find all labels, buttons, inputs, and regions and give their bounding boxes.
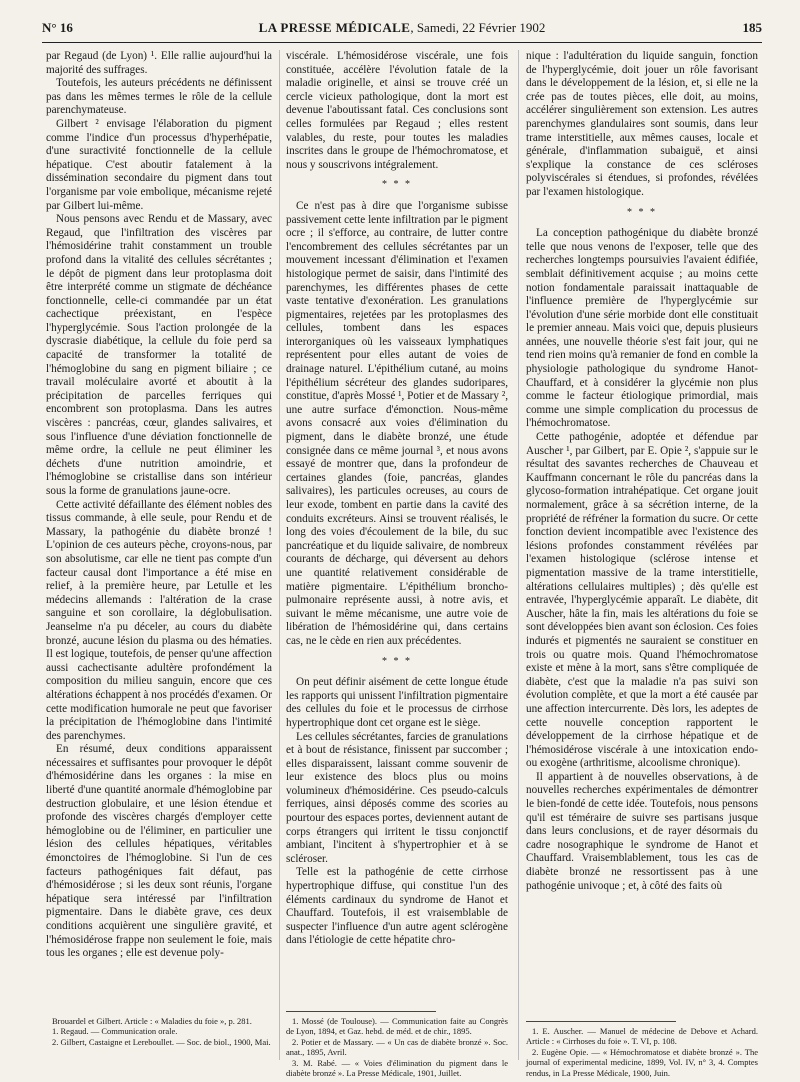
section-separator: * * * xyxy=(382,655,412,667)
text-column-2 xyxy=(286,50,508,1000)
paragraph: Les cellules sécrétantes, farcies de granulations et à bout de résistance, finissent par succomber ; elles disparaissent, laissant comme souvenir de leur existence des blocs plus ou moins volumineux d'hémosidérine. Ces pseudo-calculs ferriques, ainsi déposés comme des scories au pourtour des espaces portes, deviennent autant de corps étrangers qui irritent le tissu conjonctif ambiant, l'incitent à s'hypertrophier et à se scléroser. xyxy=(286,730,508,865)
issue-date: , Samedi, 22 Février 1902 xyxy=(410,20,546,35)
paragraph: Cette pathogénie, adoptée et défendue par Auscher ¹, par Gilbert, par E. Opie ², s'appuie sur le résultat des savantes recherches de Chauveau et Kauffmann concernant le rôle du pancréas dans la glycoso-formation intrahépatique. Cet organe jouit normalement, grâce à sa sécrétion interne, de la propriété de réfréner la formation du sucre. Or cette fonction devient incompatible avec l'existence des lésions profondes constamment révélées par l'examen histologique (sclérose intense et pigmentation massive de la trame interstitielle, altérations cellulaires multiples) ; dès qu'elle est entravée, l'hyperglycémie apparaît. Le diabète, dit Auscher, hâte la fin, mais les altérations du foie se sont développées bien avant son éclosion. Ces foies indurés et pigmentés ne sauraient se constituer en trois ou quatre mois. Quand l'hémochromatose existe et mène à la mort, sans s'être compliquée de diabète, c'est que la maladie n'a pas suivi son évolution complète, et que la mort a été causée par une affection intercurrente. Dès lors, les adeptes de cette nouvelle conception rapportent le développement de la cirrhose hépatique et de l'hémosidérose viscérale à une intoxication endo- ou exogène (arthritisme, alcoolisme chronique). xyxy=(526,431,758,770)
paragraph: Nous pensons avec Rendu et de Massary, avec Regaud, que l'infiltration des viscères par l'hémosidérine trahit constamment un trouble profond dans la vitalité des cellules sécrétantes ; le dépôt de pigment dans leur protoplasma doit être interprété comme un stigmate de déchéance fonctionnelle, celle-ci commandée par un état cachectique préexistant, en l'espèce l'hyperglycémie. Sous l'action prolongée de la dyscrasie diabétique, la cellule du foie perd sa capacité de transformer la totalité de l'hémoglobine du sang en pigment biliaire ; ce travail moléculaire avorté et aboutit à la précipitation de parcelles ferriques qui encombrent son protoplasma. Dans les autres viscères : pancréas, cœur, glandes salivaires, et sous l'influence d'une déviation fonctionnelle de même ordre, la cellule ne peut éliminer les déchets d'une nutrition amoindrie, et l'hémoglobine se cristallise dans son intérieur sous la forme de granulations jaune-ocre. xyxy=(46,213,272,497)
page-header xyxy=(42,18,762,43)
paragraph: On peut définir aisément de cette longue étude les rapports qui unissent l'infiltration pigmentaire des cellules du foie et le processus de cirrhose hypertrophique dont cet organe est le siège. xyxy=(286,676,508,729)
paragraph: Cette activité défaillante des élément nobles des tissus commande, à elle seule, pour Rendu et de Massary, la pathogénie du diabète bronzé ! L'opinion de ces auteurs pèche, croyons-nous, par son absolutisme, car elle ne tient pas compte d'un facteur causal dont l'importance a été mise en relief, à la première heure, par Letulle et les médecins allemands : l'altération de la crase sanguine et son corollaire, la déglobulisation. Jeanselme n'a pu déceler, au cours du diabète bronzé, aucune lésion du plasma ou des hématies. Il est logique, toutefois, de penser qu'une affection aussi cachectisante adultère profondément la composition du milieu sanguin, encore que ces altérations échappent à nos procédés d'examen. Or cette modification humorale ne peut que favoriser la précipitation de l'hémoglobine dans l'intimité des parenchymes. xyxy=(46,498,272,742)
paragraph: La conception pathogénique du diabète bronzé telle que nous venons de l'exposer, telle que des recherches longtemps poursuivies l'avaient édifiée, semblait définitivement acquise ; au moins cette notion fondamentale paraissait inattaquable de l'influence première de l'hyperglycémie sur l'évolution d'une série morbide dont elle constituait le premier anneau. Mais voici que, depuis plusieurs années, une nouvelle théorie s'est fait jour, qui ne tend rien moins qu'à remanier de fond en comble la physiologie pathologique du syndrome Hanot-Chauffard, et à considérer la glycémie non plus comme le facteur étiologique primordial, mais comme une simple complication du processus de l'hémochromatose. xyxy=(526,227,758,430)
column-divider xyxy=(279,50,280,1060)
paragraph: Il appartient à de nouvelles observations, à de nouvelles recherches expérimentales de démontrer le bien-fondé de cette idée. Toutefois, nous pensons qu'il est téméraire de suivre ses partisans jusque dans leurs conclusions, et de rayer désormais du cadre nosographique le syndrome de Hanot et Chauffard. Vraisemblablement, tous les cas de diabète bronzé ne ressortissent pas à une pathogénie univoque ; et, à côté des faits où xyxy=(526,770,758,892)
paragraph: En résumé, deux conditions apparaissent nécessaires et suffisantes pour provoquer le dépôt d'hémosidérine dans les organes : la mise en liberté d'une quantité anormale d'hémoglobine par destruction globulaire, et une lésion étendue et profonde des viscères chargés d'employer cette hémoglobine ou de l'éliminer, en particulier une lésion des cellules hépatiques, véritables émonctoires de l'hémoglobine. Si l'un de ces facteurs pathogéniques fait défaut, pas d'hémosidérose ; si les deux sont réunis, l'organe hépatique sera intéressé par l'infiltration pigmentaire. Dans le diabète grave, ces deux conditions acquièrent une singulière gravité, et l'hémosidérose frappe non seulement le foie, mais tous les organes ; elle est devenue poly- xyxy=(46,743,272,960)
footnotes-column-1 xyxy=(46,1015,272,1047)
paragraph: viscérale. L'hémosidérose viscérale, une fois constituée, accélère l'évolution fatale de la maladie originelle, et ainsi se trouve créé un cercle vicieux pathologique, dont la mort est devenue l'aboutissant fatal. Ces conclusions sont celles formulées par Regaud ; elles restent valables, du reste, pour toutes les maladies inscrites dans le groupe de l'hémochromatose, et nous y souscrivons intégralement. xyxy=(286,50,508,171)
footnote: 3. M. Rabé. — « Voies d'élimination du pigment dans le diabète bronzé ». La Presse Médicale, 1901, Juillet. xyxy=(286,1057,508,1079)
text-column-1 xyxy=(46,50,272,1010)
paragraph: Toutefois, les auteurs précédents ne définissent pas dans les mêmes termes le rôle de la cellule parenchymateuse. xyxy=(46,77,272,117)
paragraph: Telle est la pathogénie de cette cirrhose hypertrophique diffuse, qui constitue l'un des éléments cardinaux du syndrome de Hanot et Chauffard. Toutefois, il est vraisemblable de suspecter l'influence d'un autre agent sclérogène dans l'étiologie de cette hépatite chro- xyxy=(286,866,508,947)
section-separator: * * * xyxy=(627,206,657,218)
running-title xyxy=(42,20,762,36)
column-divider xyxy=(518,50,519,1060)
paragraph: par Regaud (de Lyon) ¹. Elle rallie aujourd'hui la majorité des suffrages. xyxy=(46,50,272,76)
footnote: 1. Regaud. — Communication orale. xyxy=(52,1026,178,1037)
footnotes-column-3 xyxy=(526,1013,758,1078)
journal-title: LA PRESSE MÉDICALE xyxy=(258,20,411,35)
footnote-rule xyxy=(526,1021,676,1022)
footnote: 1. Mossé (de Toulouse). — Communication faite au Congrès de Lyon, 1894, et Gaz. hebd. de méd. et de chir., 1895. xyxy=(286,1016,508,1037)
footnote: 2. Eugène Opie. — « Hémochromatose et diabète bronzé ». The journal of experimental medicine, 1899, Vol. IV, n° 3, 4. Comptes rendus, in La Presse Médicale, 1900, Juin. xyxy=(526,1046,758,1078)
issue-number: N° 16 xyxy=(42,20,73,35)
text-column-3 xyxy=(526,50,758,1008)
page-number: 185 xyxy=(742,20,762,35)
paragraph: Ce n'est pas à dire que l'organisme subisse passivement cette lente infiltration par le pigment ocre ; il s'efforce, au contraire, de lutter contre l'encombrement des cellules sécrétantes par un mouvement incessant d'élimination et l'examen histologique permet de saisir, dans l'intimité des parenchymes, les différentes phases de cette vaste tentative d'exonération. Les granulations pigmentaires, rejetées par les protoplasmes des cellules, tombent dans les espaces interorganiques où les vaisseaux lymphatiques représentent pour elles autant de voies de drainage naturel. L'épithélium cutané, au moins l'épithélium sécréteur des glandes sudoripares, constitue, d'après Mossé ¹, Potier et de Massary ², une autre surface d'émonction. Nous-même avons consacré aux voies d'élimination du pigment, dans le diabète bronzé, une étude consignée dans ce même journal ³, et nous avons essayé de montrer que, dans la profondeur de certaines glandes (foie, pancréas, glandes salivaires), les particules ocreuses, au cours de leur exode, tombent en partie dans la cavité des conduits excréteurs. Ainsi se trouvent réalisés, le long des voies d'écoulement de la bile, du suc pancréatique et du liquide salivaire, de nombreux courants de décharge, qui déversent au dehors une quantité relativement considérable de matière pigmentaire. L'épithélium broncho-pulmonaire représente aussi, à notre avis, et suivant le même mécanisme, une autre voie de libération de l'hémosidérine qui, dans certains cas, ne le cède en rien aux précédentes. xyxy=(286,199,508,647)
footnotes-column-2 xyxy=(286,1003,508,1078)
paragraph: nique : l'adultération du liquide sanguin, fonction de l'hyperglycémie, doit jouer un rôle favorisant dans le développement de la lésion, et, si elle ne la crée pas de toutes pièces, elle doit, au moins, accélérer singulièrement son extension. Les autres parenchymes glandulaires sont soumis, dans leur trame interstitielle, aux mêmes causes, locale et générale, d'inflammation subaiguë, et ainsi s'explique la constance de ces scléroses polyviscérales si étendues, si profondes, révélées par l'examen histologique. xyxy=(526,50,758,198)
footnote: 1. E. Auscher. — Manuel de médecine de Debove et Achard. Article : « Cirrhoses du foie ». T. VI, p. 108. xyxy=(526,1026,758,1047)
footnote: Brouardel et Gilbert. Article : « Maladies du foie », p. 281. xyxy=(52,1016,252,1026)
footnote: 2. Potier et de Massary. — « Un cas de diabète bronzé ». Soc. anat., 1895, Avril. xyxy=(286,1036,508,1058)
footnote-rule xyxy=(286,1011,436,1012)
footnote: 2. Gilbert, Castaigne et Lereboullet. — Soc. de biol., 1900, Mai. xyxy=(52,1036,271,1047)
section-separator: * * * xyxy=(382,179,412,191)
paragraph: Gilbert ² envisage l'élaboration du pigment comme l'indice d'un processus d'hyperhépatie, d'une suractivité fonctionnelle de la cellule hépatique. C'est aboutir fatalement à la dissémination secondaire du pigment dans tout l'organisme par voie embolique, mécanisme rejeté par Gilbert lui-même. xyxy=(46,117,272,212)
